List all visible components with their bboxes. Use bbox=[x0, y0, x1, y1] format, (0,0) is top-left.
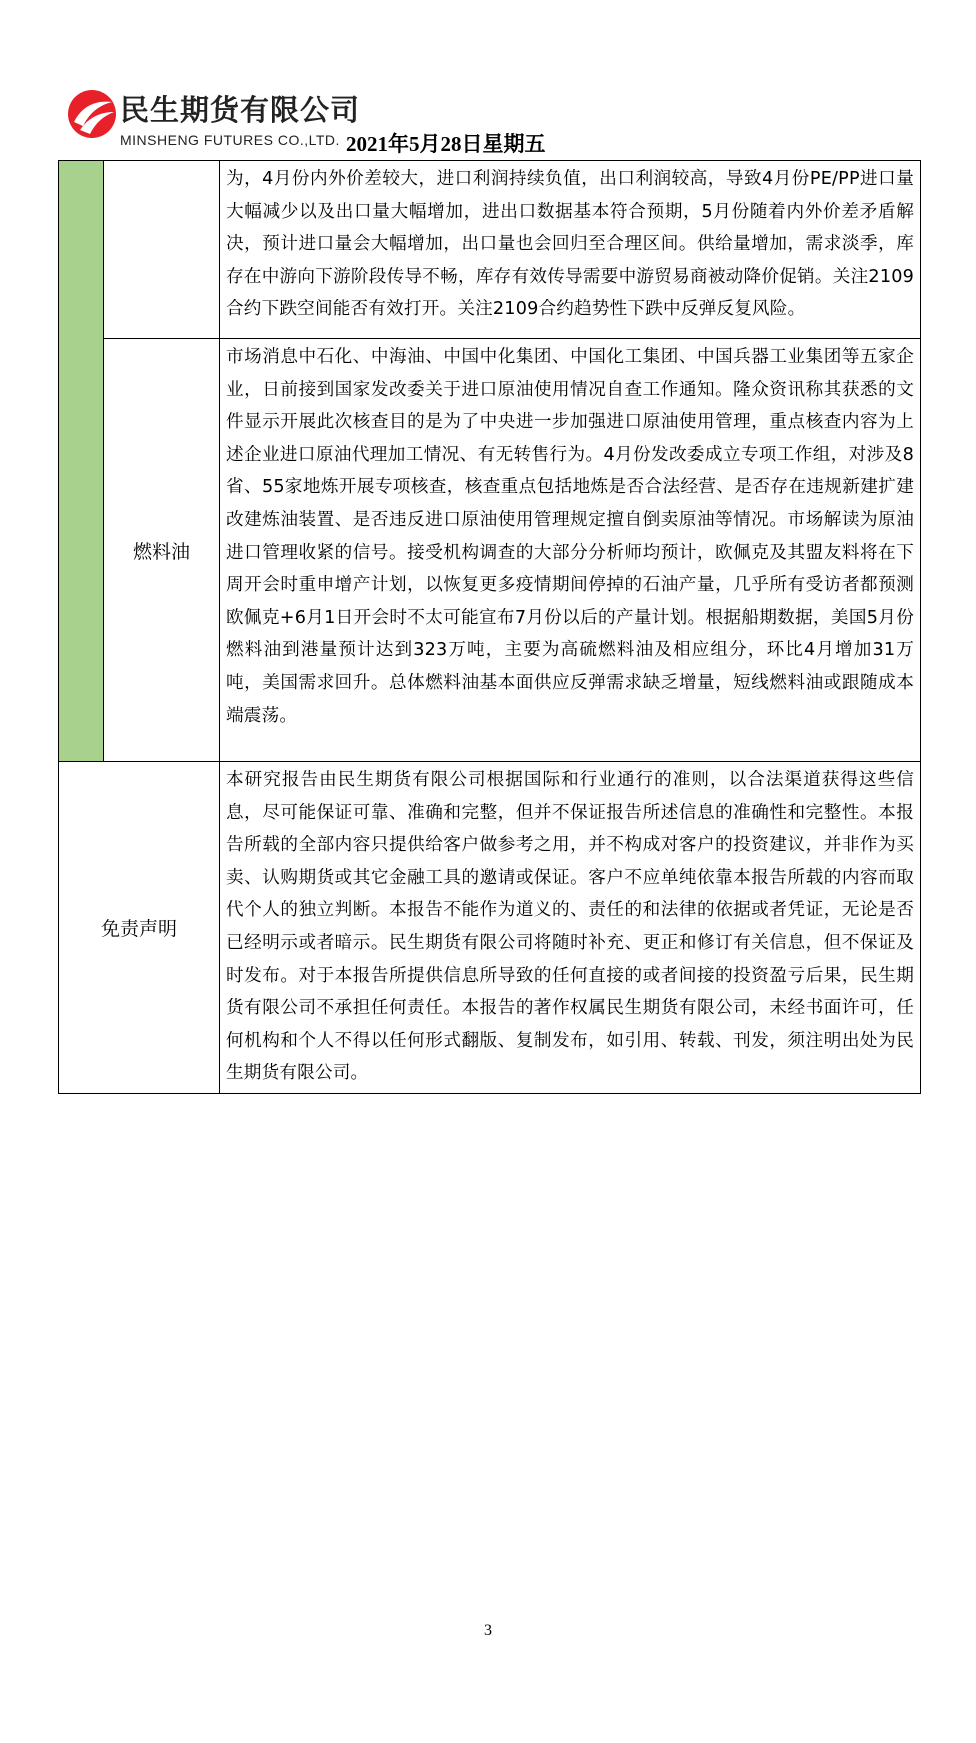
row-content-fuel-oil: 市场消息中石化、中海油、中国中化集团、中国化工集团、中国兵器工业集团等五家企业，日前接到国家发改委关于进口原油使用情况自查工作通知。隆众资讯称其获悉的文件显示开展此次核查目的是为了中央进一步加强进口原油使用管理，重点核查内容为上述企业进口原油代理加工情况、有无转售行为。4月份发改委成立专项工作组，对涉及8省、55家地炼开展专项核查，核查重点包括地炼是否合法经营、是否存在违规新建扩建改建炼油装置、是否违反进口原油使用管理规定擅自倒卖原油等情况。市场解读为原油进口管理收紧的信号。接受机构调查的大部分分析师均预计，欧佩克及其盟友料将在下周开会时重申增产计划，以恢复更多疫情期间停掉的石油产量，几乎所有受访者都预测欧佩克+6月1日开会时不太可能宣布7月份以后的产量计划。根据船期数据，美国5月份燃料油到港量预计达到323万吨，主要为高硫燃料油及相应组分，环比4月增加31万吨，美国需求回升。总体燃料油基本面供应反弹需求缺乏增量，短线燃料油或跟随成本端震荡。 bbox=[220, 339, 921, 762]
page-header bbox=[0, 0, 976, 160]
disclaimer-text: 本研究报告由民生期货有限公司根据国际和行业通行的准则，以合法渠道获得这些信息，尽可能保证可靠、准确和完整，但并不保证报告所述信息的准确性和完整性。本报告所载的全部内容只提供给客户做参考之用，并不构成对客户的投资建议，并非作为买卖、认购期货或其它金融工具的邀请或保证。客户不应单纯依靠本报告所载的内容而取代个人的独立判断。本报告不能作为道义的、责任的和法律的依据或者凭证，无论是否已经明示或者暗示。民生期货有限公司将随时补充、更正和修订有关信息，但不保证及时发布。对于本报告所提供信息所导致的任何直接的或者间接的投资盈亏后果，民生期货有限公司不承担任何责任。本报告的著作权属民生期货有限公司，未经书面许可，任何机构和个人不得以任何形式翻版、复制发布，如引用、转载、刊发，须注明出处为民生期货有限公司。 bbox=[220, 762, 921, 1094]
row-label bbox=[104, 161, 220, 339]
minsheng-logo-icon bbox=[66, 88, 118, 140]
company-name-cn: 民生期货有限公司 bbox=[120, 93, 361, 127]
section-color-cell bbox=[59, 161, 104, 762]
company-name-en: MINSHENG FUTURES CO.,LTD. bbox=[120, 132, 340, 148]
row-content: 为，4月份内外价差较大，进口利润持续负值，出口利润较高，导致4月份PE/PP进口量大幅减少以及出口量大幅增加，进出口数据基本符合预期，5月份随着内外价差矛盾解决，预计进口量会大幅增加，出口量也会回归至合理区间。供给量增加，需求淡季，库存在中游向下游阶段传导不畅，库存有效传导需要中游贸易商被动降价促销。关注2109合约下跌空间能否有效打开。关注2109合约趋势性下跌中反弹反复风险。 bbox=[220, 161, 921, 339]
report-date: 2021年5月28日星期五 bbox=[346, 132, 546, 156]
page-number: 3 bbox=[484, 1622, 492, 1639]
report-table bbox=[58, 160, 921, 1094]
table-row bbox=[59, 161, 921, 339]
disclaimer-row bbox=[59, 762, 921, 1094]
table-row bbox=[59, 339, 921, 762]
row-label-fuel-oil: 燃料油 bbox=[104, 339, 220, 762]
disclaimer-label: 免责声明 bbox=[59, 762, 220, 1094]
